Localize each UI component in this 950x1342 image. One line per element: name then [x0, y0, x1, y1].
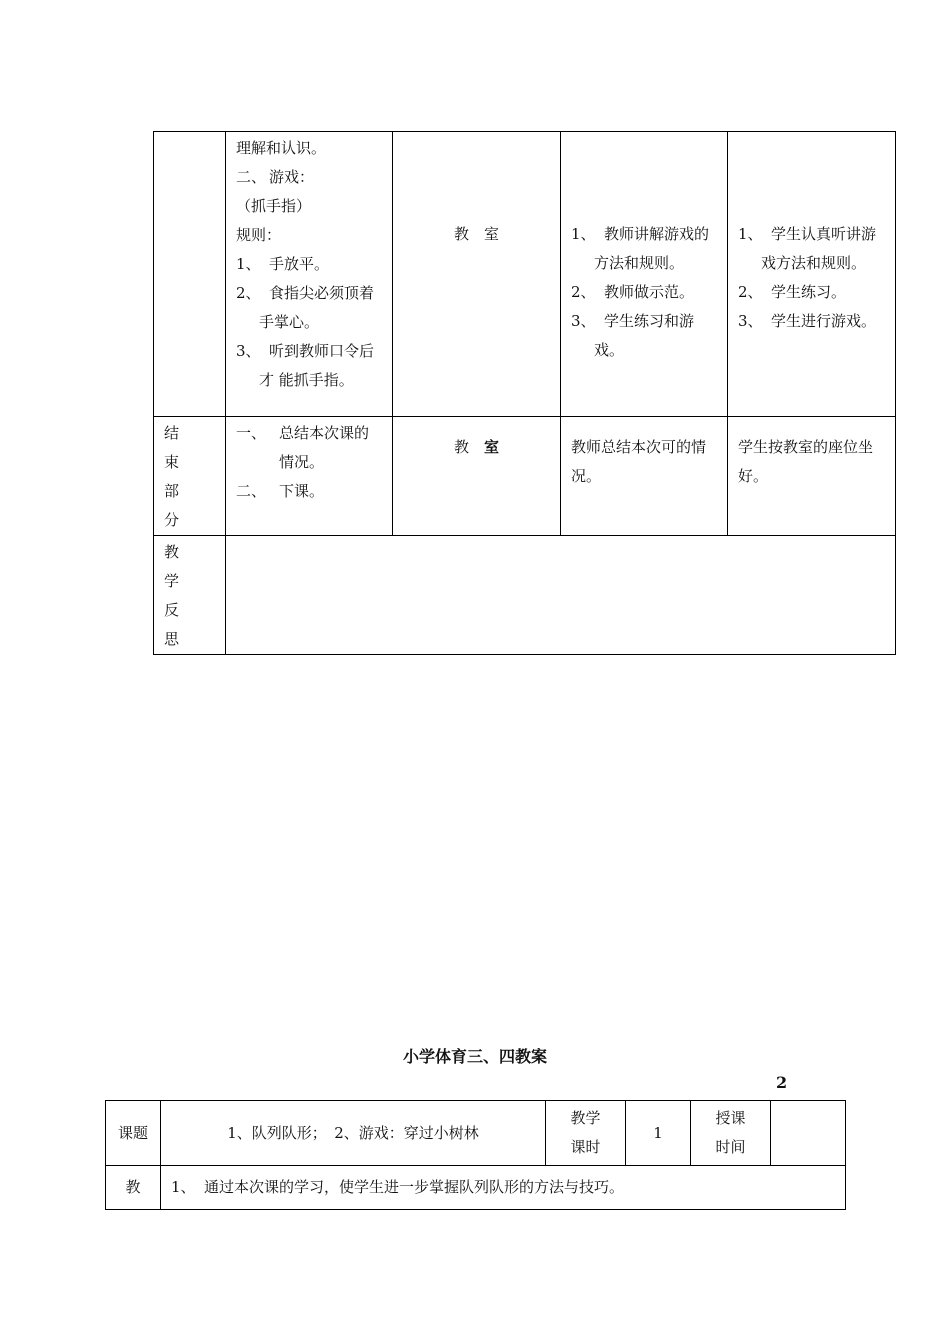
lesson-plan-table-continued [153, 131, 896, 655]
goal-text-cell: 1、 通过本次课的学习，使学生进一步掌握队列队形的方法与技巧。 [161, 1166, 846, 1210]
teacher-line: 2、 教师做示范。 [571, 283, 695, 301]
content-line: 二、 下课。 [236, 482, 325, 500]
reflection-section-label: 教 学 反 思 [154, 536, 226, 655]
content-line: （抓手指） [236, 197, 312, 215]
goal-row [106, 1166, 846, 1210]
content-line: 1、 手放平。 [236, 255, 330, 273]
topic-label: 课题 [106, 1101, 161, 1166]
closing-student-cell: 学生按教室的座位坐好。 [728, 417, 896, 536]
section-label-cell [154, 132, 226, 417]
topic-value: 1、队列队形； 2、游戏：穿过小树林 [161, 1101, 546, 1166]
class-hours-label: 教学 课时 [546, 1101, 626, 1166]
topic-row [106, 1101, 846, 1166]
closing-row [154, 417, 896, 536]
teacher-line: 1、 教师讲解游戏的 [571, 225, 710, 243]
teacher-activity-cell [561, 132, 728, 417]
closing-place-cell [393, 417, 561, 536]
content-line: 一、 总结本次课的 [236, 424, 370, 442]
place-text: 教 [453, 438, 469, 456]
teacher-line: 3、 学生练习和游 [571, 312, 695, 330]
student-line: 3、 学生进行游戏。 [738, 312, 877, 330]
document-title: 小学体育三、四教案 [402, 1047, 547, 1066]
content-line: 3、 听到教师口令后 [236, 342, 375, 360]
student-line-cont: 戏方法和规则。 [761, 254, 867, 272]
student-line: 1、 学生认真听讲游 [738, 225, 877, 243]
place-cell [393, 132, 561, 417]
teacher-line-cont: 方法和规则。 [594, 254, 685, 272]
closing-teacher-cell: 教师总结本次可的情况。 [561, 417, 728, 536]
place-text: 教 室 [453, 225, 499, 243]
teacher-line-cont: 戏。 [594, 341, 625, 359]
goal-label: 教 [106, 1166, 161, 1210]
teaching-time-label: 授课 时间 [691, 1101, 771, 1166]
content-line-cont: 情况。 [279, 453, 325, 471]
content-line: 2、 食指尖必须顶着 [236, 284, 375, 302]
lesson-plan-header-table [105, 1100, 846, 1210]
student-line: 2、 学生练习。 [738, 283, 847, 301]
content-line: 二、 游戏： [236, 168, 315, 186]
reflection-row [154, 536, 896, 655]
teaching-time-value [771, 1101, 846, 1166]
content-line: 规则： [236, 226, 282, 244]
closing-content-cell [226, 417, 393, 536]
closing-section-label: 结 束 部 分 [154, 417, 226, 536]
content-cell [226, 132, 393, 417]
page-number: 2 [776, 1073, 788, 1092]
reflection-content-cell [226, 536, 896, 655]
class-hours-value: 1 [626, 1101, 691, 1166]
content-line-cont: 手掌心。 [259, 313, 320, 331]
game-row [154, 132, 896, 417]
content-line-cont: 才 能抓手指。 [259, 371, 354, 389]
content-line: 理解和认识。 [236, 139, 327, 157]
student-activity-cell [728, 132, 896, 417]
place-text-bold: 室 [484, 438, 500, 456]
